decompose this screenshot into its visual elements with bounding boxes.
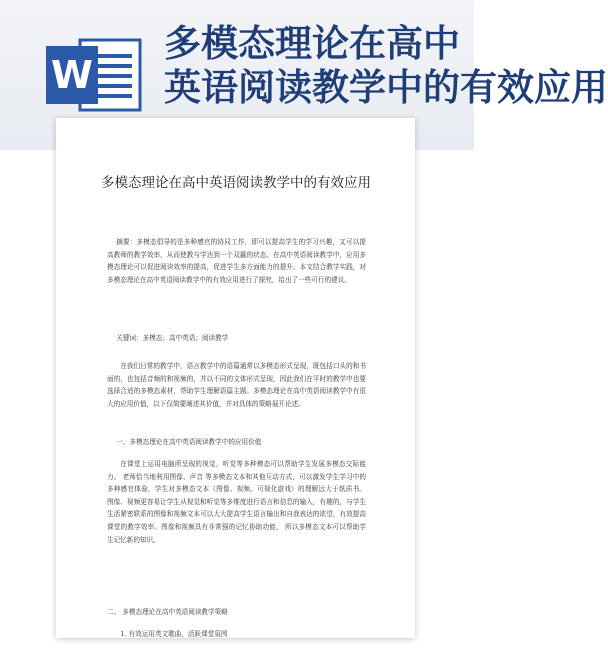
- section-1-paragraph: 在课堂上运用电脑所呈现的视觉，听觉等多种模态可以帮助学生发展多模态交际能力。 老师恰当地利用图像、声音 等多模态文本和其他互动方式，可以激发学生学习中的多种感官体验，学生对多模态文本（图像、视频、可视化游戏）的理解远大于纸质书。 图像、视频更容易让学生从视觉和听觉等多维度进行语言和信息的输入，有趣的，与学生生活紧密联系的图像和视频文本可以大大提高学生语言输出和自我表达的欲望，有效提高课堂的教学效率。图像和视频具有非常强的记忆协助功能， 所以多模态文本可以帮助学生记忆新的知识。: [107, 460, 366, 544]
- document-page: [56, 118, 415, 638]
- section-heading-2: 二、 多模态理论在高中英语阅读教学策略: [107, 608, 228, 616]
- banner-title-line-2: 英语阅读教学中的有效应用: [164, 66, 608, 109]
- subsection-heading-1: 1. 有效运用英文歌曲，活跃课堂氛围: [120, 630, 228, 638]
- banner-title: [164, 22, 608, 110]
- banner-title-line-1: 多模态理论在高中: [164, 22, 460, 65]
- intro-paragraph: 在我们日常的教学中，语言教学中的语篇通常以多模态形式呈现，既包括口头的和书面的，也包括音频的和视频的，并以不同的文体形式呈现，因此我们在平时的教学中也要选择合适的多模态素材，帮助学生理解语篇主题。多模态理论在高中英语阅读教学中有很大的应用价值，以下仅简要阐述其价值，并对具体的策略展开论述。: [107, 362, 366, 408]
- abstract-paragraph: 摘要：多模态倡导的是多种感官的协同工作，即可以提高学生的学习兴趣，又可以提高教师的教学效率，从而使教与学达到一个双赢的状态。在高中英语阅读教学中，应用多模态理论可以促进阅读效率的提高，促进学生多方面能力的提升。本文结合教学实践，对多模态理论在高中英语阅读教学中的有效应用进行了探究，给出了一些可行的建议。: [107, 238, 366, 284]
- word-icon-letter: W: [51, 53, 93, 97]
- document-title: 多模态理论在高中英语阅读教学中的有效应用: [101, 175, 371, 191]
- word-document-icon: [46, 34, 144, 116]
- keywords-line: 关键词：多模态；高中英语；阅读教学: [116, 334, 229, 342]
- section-heading-1: 一、多模态理论在高中英语阅读教学中的应用价值: [116, 438, 262, 446]
